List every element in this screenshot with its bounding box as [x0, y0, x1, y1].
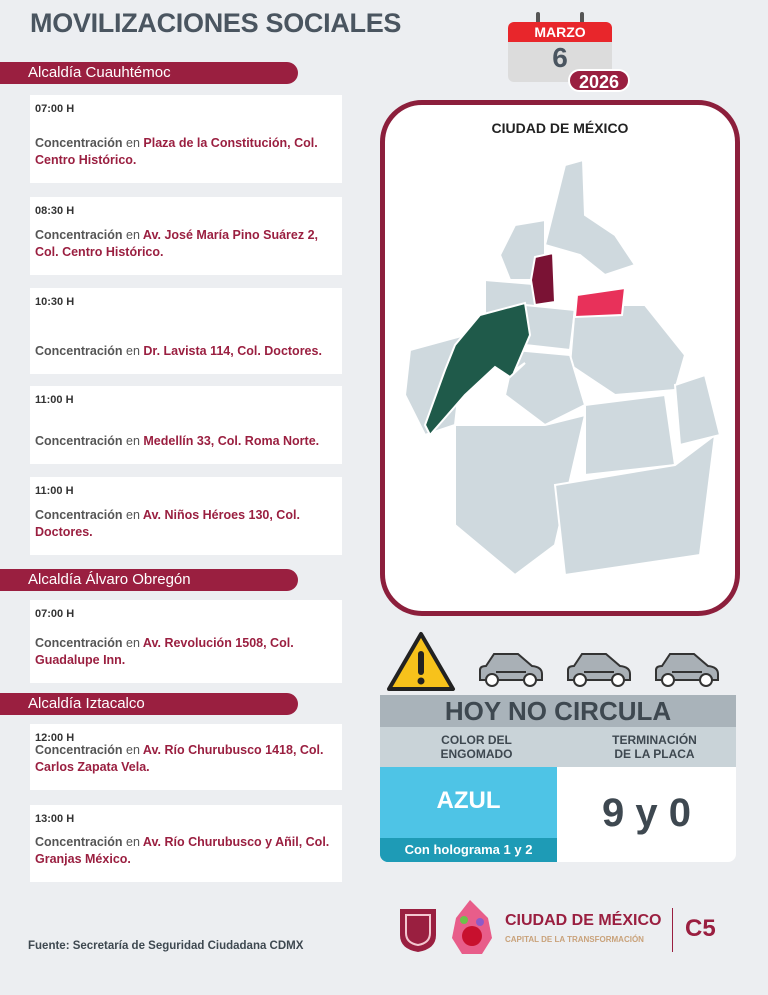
cdmx-shield-logo — [398, 907, 438, 953]
hoy-no-circula-title: HOY NO CIRCULA — [380, 695, 736, 727]
event-type: Concentración — [35, 136, 123, 150]
event-connector: en — [126, 136, 140, 150]
alcaldia-header: Alcaldía Álvaro Obregón — [0, 569, 298, 591]
engomado-color — [380, 767, 557, 862]
map-region-iztapalapa — [570, 305, 685, 395]
car-icon — [564, 650, 634, 688]
event-type: Concentración — [35, 508, 123, 522]
event-description — [35, 135, 337, 169]
event-connector: en — [126, 434, 140, 448]
calendar-day: 6 — [508, 42, 612, 82]
event-type: Concentración — [35, 434, 123, 448]
warning-icon — [386, 631, 456, 693]
logo-divider — [672, 908, 673, 952]
event-place: Av. José María Pino Suárez 2, Col. Centro Histórico. — [35, 228, 318, 259]
event-time: 07:00 H — [35, 608, 75, 620]
page-title: MOVILIZACIONES SOCIALES — [30, 8, 402, 38]
hoy-no-circula-panel — [380, 695, 736, 862]
event-card — [30, 805, 342, 882]
event-connector: en — [126, 636, 140, 650]
car-icon — [652, 650, 722, 688]
map-region-xochimilco — [585, 395, 675, 475]
event-description — [35, 227, 337, 261]
event-card — [30, 724, 342, 790]
event-type: Concentración — [35, 835, 123, 849]
map-region-tlahuac — [675, 375, 720, 445]
map-panel — [380, 100, 740, 616]
event-description — [35, 635, 337, 669]
event-connector: en — [126, 508, 140, 522]
source-footer: Fuente: Secretaría de Seguridad Ciudadana CDMX — [28, 940, 304, 952]
event-type: Concentración — [35, 636, 123, 650]
event-card — [30, 95, 342, 183]
event-place: Dr. Lavista 114, Col. Doctores. — [143, 344, 322, 358]
event-place: Av. Río Churubusco y Añil, Col. Granjas México. — [35, 835, 330, 866]
engomado-header: COLOR DEL ENGOMADO — [440, 733, 513, 761]
c5-logo: C5 — [685, 915, 716, 942]
event-place: Medellín 33, Col. Roma Norte. — [143, 434, 320, 448]
cdmx-logo-subtext: CAPITAL DE LA TRANSFORMACIÓN — [505, 935, 644, 944]
event-description — [35, 343, 337, 360]
calendar-year: 2026 — [568, 69, 630, 92]
placa-header: TERMINACIÓN DE LA PLACA — [612, 733, 697, 761]
map-region-cuauhtemoc — [531, 253, 555, 305]
event-card — [30, 288, 342, 374]
event-place: Av. Niños Héroes 130, Col. Doctores. — [35, 508, 300, 539]
event-place: Plaza de la Constitución, Col. Centro Histórico. — [35, 136, 318, 167]
cdmx-map — [385, 105, 735, 611]
event-card — [30, 386, 342, 464]
calendar-month: MARZO — [508, 22, 612, 42]
hologram-note: Con holograma 1 y 2 — [380, 838, 557, 862]
alcaldia-header: Alcaldía Iztacalco — [0, 693, 298, 715]
event-description — [35, 742, 337, 776]
event-connector: en — [126, 835, 140, 849]
event-type: Concentración — [35, 228, 123, 242]
event-type: Concentración — [35, 344, 123, 358]
event-card — [30, 477, 342, 555]
event-type: Concentración — [35, 743, 123, 757]
event-time: 12:00 H — [35, 732, 75, 744]
event-place: Av. Revolución 1508, Col. Guadalupe Inn. — [35, 636, 294, 667]
alcaldia-header: Alcaldía Cuauhtémoc — [0, 62, 298, 84]
event-card — [30, 197, 342, 275]
event-time: 10:30 H — [35, 296, 75, 308]
event-connector: en — [126, 743, 140, 757]
cdmx-map-logo — [448, 898, 496, 958]
plate-ending: 9 y 0 — [602, 791, 691, 835]
car-icon — [476, 650, 546, 688]
event-time: 08:30 H — [35, 205, 75, 217]
event-description — [35, 433, 337, 450]
event-time: 13:00 H — [35, 813, 75, 825]
map-region-gustavo-a-madero — [545, 160, 635, 275]
event-connector: en — [126, 344, 140, 358]
event-card — [30, 600, 342, 683]
event-connector: en — [126, 228, 140, 242]
event-description — [35, 507, 337, 541]
engomado-value: AZUL — [436, 787, 501, 814]
event-description — [35, 834, 337, 868]
event-time: 11:00 H — [35, 485, 74, 497]
event-time: 07:00 H — [35, 103, 75, 115]
event-place: Av. Río Churubusco 1418, Col. Carlos Zapata Vela. — [35, 743, 324, 774]
map-region-benito-juarez — [525, 305, 575, 350]
map-region-iztacalco — [575, 288, 625, 317]
event-time: 11:00 H — [35, 394, 74, 406]
map-title: CIUDAD DE MÉXICO — [491, 120, 629, 136]
cdmx-logo-text: CIUDAD DE MÉXICO — [505, 912, 662, 929]
